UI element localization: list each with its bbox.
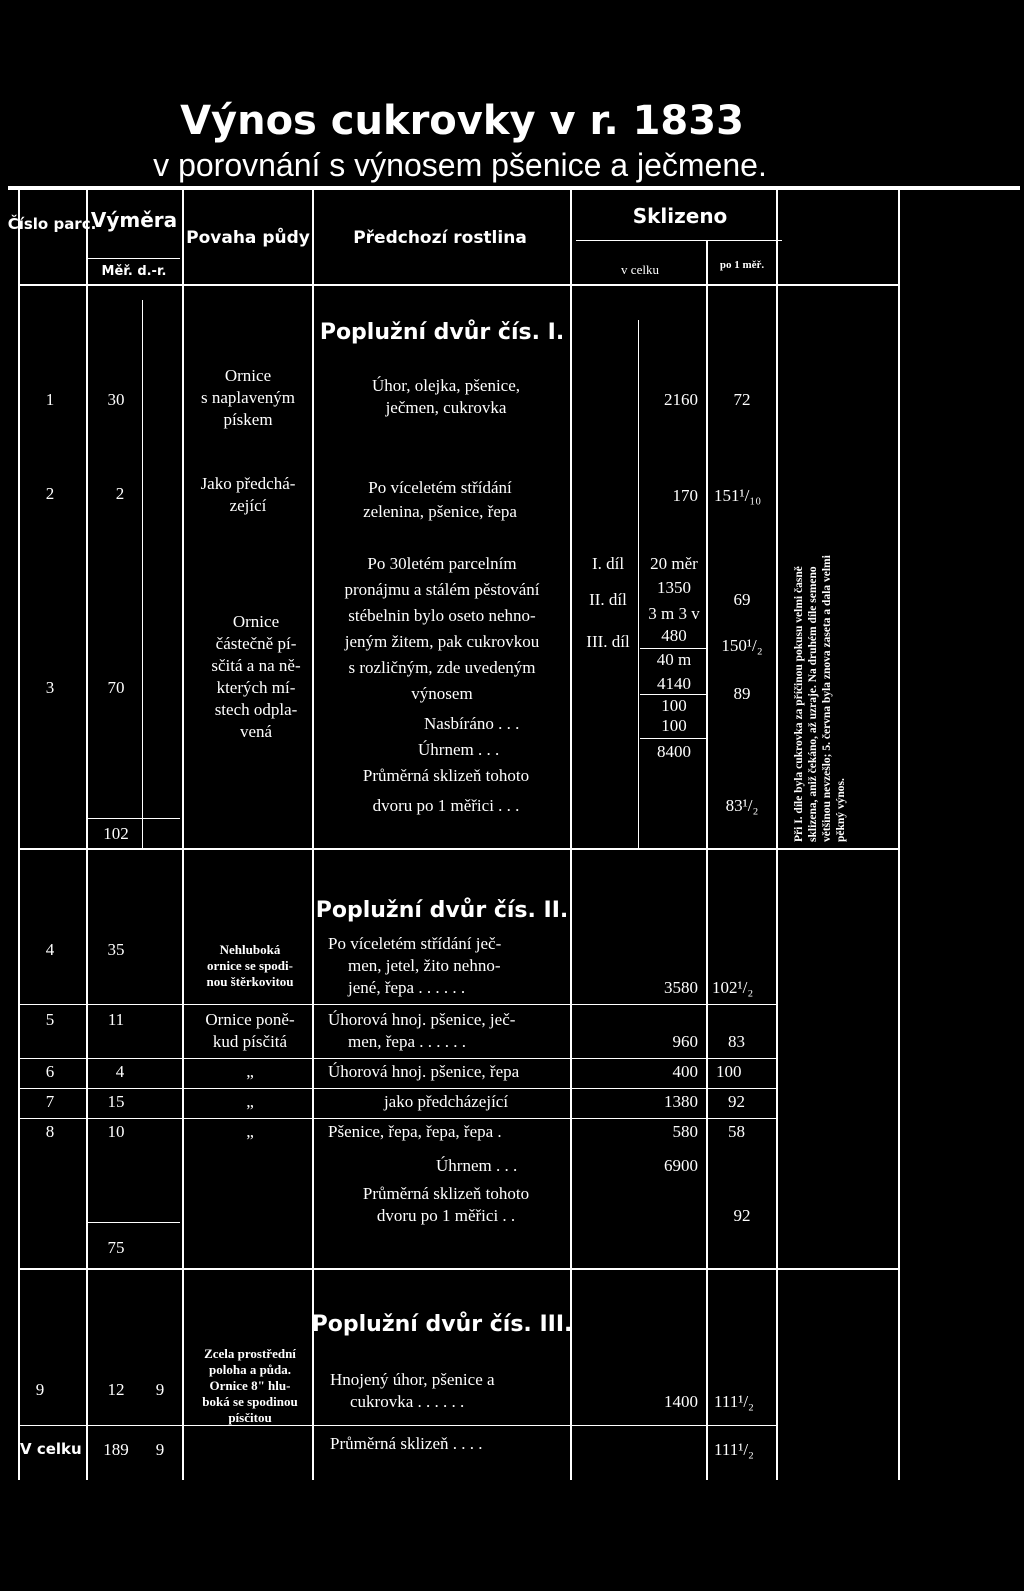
grand-total-mer2: 9 [155,1440,165,1459]
header-merici: po 1 měř. [719,259,765,271]
row7-num: 7 [45,1092,55,1111]
row2-per: 151¹/₁₀ [714,486,762,505]
section-title-3: Poplužní dvůr čís. III. [311,1312,573,1337]
row6-num: 6 [45,1062,55,1081]
row4-soil-2: ornice se spodi- [207,958,293,973]
row3-a-6: 4140 [657,674,691,693]
row3-a-1: 20 měr [650,554,698,573]
row6-soil: „ [246,1062,254,1081]
row4-total: 3580 [664,978,698,997]
row7-rule [18,1088,778,1089]
row2-soil-1: Jako předchá- [200,474,296,493]
row1-soil-2: s naplaveným [201,388,295,407]
col-line-left [18,188,20,1480]
section-title-2: Poplužní dvůr čís. II. [315,898,569,923]
row5-soil-2: kud písčitá [212,1032,288,1051]
row3-per-1: 69 [733,590,751,609]
header-bottom-rule [18,284,898,286]
row3-mer: 70 [107,678,125,697]
row8-soil: „ [246,1122,254,1141]
row7-mer: 15 [107,1092,125,1111]
row8-num: 8 [45,1122,55,1141]
page-subtitle: v porovnání s výnosem pšenice a ječmene. [153,147,767,183]
row4-mer: 35 [107,940,125,959]
row3-plant-5: s rozličným, zde uvedeným [348,658,536,677]
row6-plant: Úhorová hnoj. pšenice, řepa [328,1062,520,1081]
row8-plant: Pšenice, řepa, řepa, řepa . [328,1122,502,1141]
col-line-mer2 [142,300,143,850]
col-line-celku [706,240,708,1480]
row4-soil-3: nou štěrkovitou [206,974,294,989]
row5-rule [18,1004,778,1005]
row3-a-4: 480 [661,626,687,645]
header-mer: Měř. d.-r. [101,264,167,279]
header-celku: v celku [621,262,659,277]
row3-soil-6: vená [239,722,273,741]
row1-mer: 30 [107,390,125,409]
row5-per: 83 [728,1032,745,1051]
row9-soil-2: poloha a půda. [208,1362,292,1377]
row3-part-1: I. díl [591,554,625,573]
row4-plant-3: jené, řepa . . . . . . [348,978,466,997]
mer-header-rule [88,258,180,259]
row5-num: 5 [45,1010,55,1029]
row6-total: 400 [672,1062,698,1081]
header-predchozi: Předchozí rostlina [353,228,527,248]
row3-a-5: 40 m [656,650,692,669]
row2-plant-1: Po víceletém střídání [368,478,512,497]
subtotal1-rule [88,818,180,819]
sklizeno-header-rule [576,240,782,241]
col-line-merici [776,188,778,1480]
row3-part-rule-2 [640,694,706,695]
col-line-vymera [182,188,184,1480]
row6-per: 100 [716,1062,742,1081]
section-title-1: Poplužní dvůr čís. I. [319,320,565,345]
row7-per: 92 [728,1092,745,1111]
col-line-note [898,188,900,1480]
dvur2-uhrnem-total: 6900 [664,1156,698,1175]
row9-mer2: 9 [155,1380,165,1399]
row9-soil-1: Zcela prostřední [204,1346,296,1361]
row2-mer: 2 [115,484,125,503]
row2-plant-2: zelenina, pšenice, řepa [363,502,517,521]
row3-plant-4: jeným žitem, pak cukrovkou [344,632,540,651]
row3-a-8: 100 [661,716,687,735]
dvur2-end-rule [18,1268,898,1270]
dvur1-end-rule [18,848,898,850]
row3-per-2: 150¹/₂ [721,636,763,655]
row3-a-7: 100 [661,696,687,715]
row3-prumer-1: Průměrná sklizeň tohoto [362,766,530,785]
row3-soil-2: částečně pí- [215,634,297,653]
header-vymera: Výměra [90,208,178,232]
row9-soil-3: Ornice 8" hlu- [209,1378,291,1393]
row8-total: 580 [672,1122,698,1141]
row5-plant-1: Úhorová hnoj. pšenice, ječ- [328,1010,516,1029]
row1-per: 72 [733,390,751,409]
dvur1-subtotal: 102 [103,824,129,843]
row9-soil-4: boká se spodinou [202,1394,298,1409]
row4-plant-1: Po víceletém střídání ječ- [328,934,502,953]
row4-soil-1: Nehluboká [219,942,281,957]
grand-total-label: V celku [20,1440,82,1458]
row3-num: 3 [45,678,55,697]
row9-total: 1400 [664,1392,698,1411]
page-title: Výnos cukrovky v r. 1833 [180,98,744,144]
row1-total: 2160 [664,390,698,409]
row8-per: 58 [728,1122,745,1141]
row8-rule [18,1118,778,1119]
row3-per-3: 89 [733,684,751,703]
row6-rule [18,1058,778,1059]
row3-a-9: 8400 [657,742,691,761]
row3-soil-4: kterých mí- [216,678,296,697]
row3-plant-1: Po 30letém parcelním [367,554,517,573]
row3-nasbirano: Nasbíráno . . . [424,714,520,733]
subtotal2-rule [88,1222,180,1223]
row9-mer: 12 [107,1380,125,1399]
row2-num: 2 [45,484,55,503]
row5-plant-2: men, řepa . . . . . . [348,1032,467,1051]
row4-per: 102¹/₂ [712,978,754,997]
row3-plant-3: stébelnin bylo oseto nehno- [348,606,536,625]
row1-plant-1: Úhor, olejka, pšenice, [371,376,521,395]
row1-plant-2: ječmen, cukrovka [385,398,507,417]
row3-per-4: 83¹/₂ [725,796,759,815]
row1-num: 1 [45,390,55,409]
dvur2-subtotal: 75 [107,1238,125,1257]
grand-total-per: 111¹/₂ [714,1440,754,1459]
col-line-povaha [312,188,314,1480]
row3-soil-3: sčitá a na ně- [211,656,301,675]
row9-num: 9 [35,1380,45,1399]
row1-soil-3: pískem [223,410,273,429]
col-line-dil [638,320,639,850]
row9-soil-5: písčitou [228,1410,272,1425]
row3-plant-2: pronájmu a stálém pěstování [344,580,540,599]
row7-soil: „ [246,1092,254,1111]
row4-num: 4 [45,940,55,959]
grand-total-plant: Průměrná sklizeň . . . . [330,1434,483,1453]
row3-soil-5: stech odpla- [214,700,298,719]
table-top-rule [8,186,1020,190]
dvur2-prumer-1: Průměrná sklizeň tohoto [362,1184,530,1203]
row5-mer: 11 [107,1010,125,1029]
dvur2-prumer-value: 92 [733,1206,751,1225]
row5-total: 960 [672,1032,698,1051]
header-povaha: Povaha půdy [186,228,310,248]
col-line-cislo [86,188,88,1480]
row3-prumer-2: dvoru po 1 měřici . . . [372,796,520,815]
row9-plant-1: Hnojený úhor, pšenice a [330,1370,495,1389]
row4-plant-2: men, jetel, žito nehno- [348,956,501,975]
row7-total: 1380 [664,1092,698,1111]
row9-plant-2: cukrovka . . . . . . [350,1392,465,1411]
row3-plant-6: výnosem [411,684,473,703]
row1-soil-1: Ornice [224,366,272,385]
row2-soil-2: zející [229,496,267,515]
row3-sum-rule [640,738,706,739]
header-cislo: Číslo parc. [7,215,97,233]
row8-mer: 10 [107,1122,125,1141]
row3-a-2: 1350 [657,578,691,597]
total-rule [18,1425,778,1426]
margin-note: Při I. díle byla cukrovka za příčinou pokusu velmi časně sklizena, aniž čekáno, až uzraje. Na druhém díle semeno většinou nevzešlo; 5. června byla znova zaseta a dala velmi pěkný výnos. [793,555,847,842]
row7-plant: jako předcházející [383,1092,509,1111]
row9-per: 111¹/₂ [714,1392,754,1411]
row3-a-3: 3 m 3 v [648,604,700,623]
col-line-predchozi [570,188,572,1480]
row3-part-rule-1 [640,648,706,649]
dvur2-uhrnem: Úhrnem . . . [436,1156,518,1175]
dvur2-prumer-2: dvoru po 1 měřici . . [376,1206,516,1225]
row3-part-2: II. díl [589,590,627,609]
header-sklizeno: Sklizeno [632,204,728,228]
row3-uhrnem: Úhrnem . . . [418,740,500,759]
grand-total-mer: 189 [103,1440,129,1459]
row2-total: 170 [672,486,698,505]
row3-soil-1: Ornice [232,612,280,631]
row6-mer: 4 [115,1062,125,1081]
row3-part-3: III. díl [586,632,630,651]
row5-soil-1: Ornice poně- [205,1010,295,1029]
